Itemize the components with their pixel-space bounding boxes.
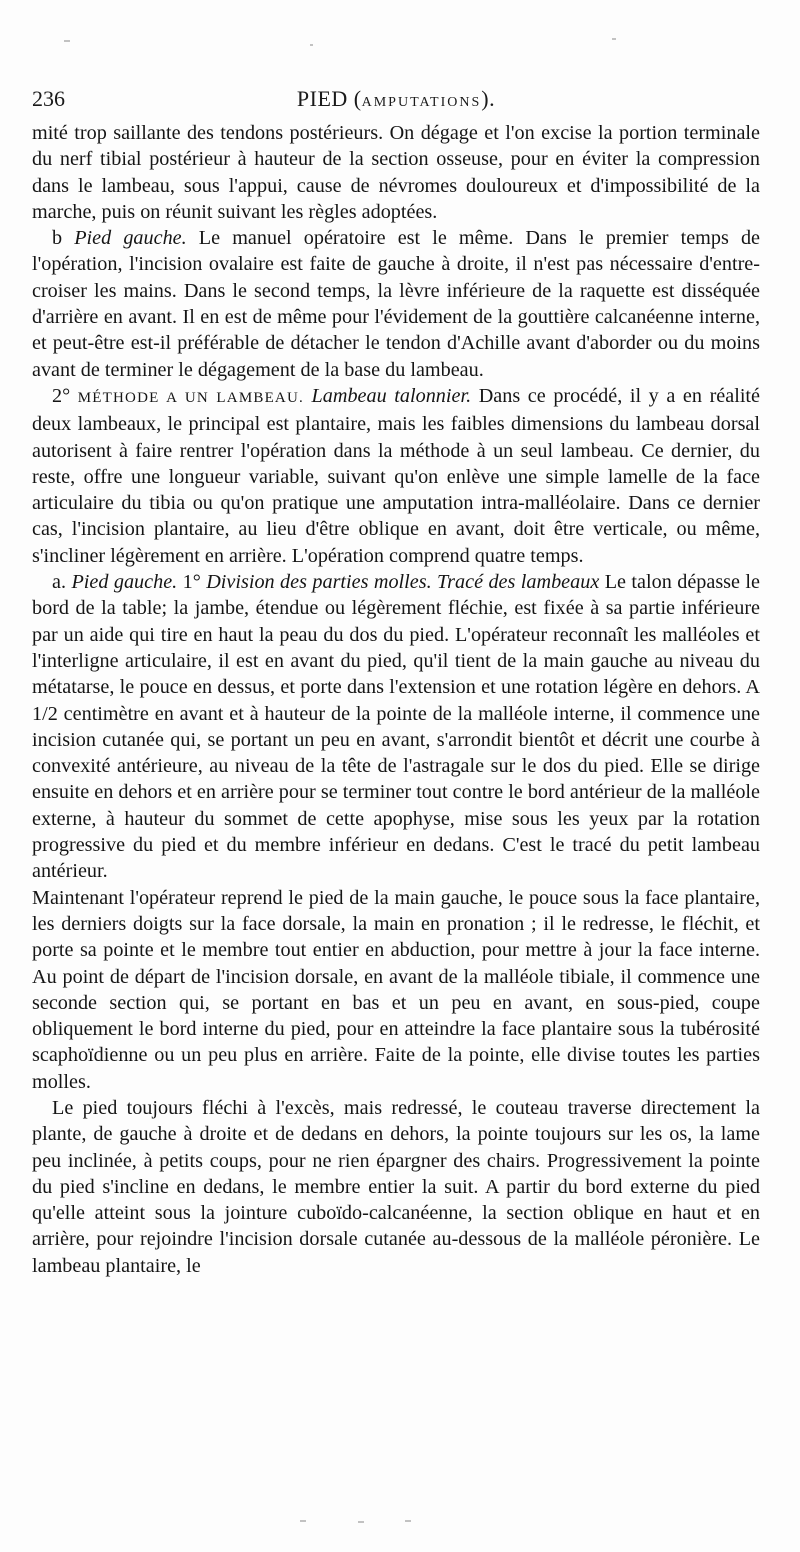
paragraph-lead-smallcaps: MÉTHODE A UN LAMBEAU. [77,389,304,406]
scan-speck [405,1520,411,1522]
paragraph-continuation [32,120,760,225]
running-head-end: ). [481,86,496,111]
running-head [32,86,760,112]
paragraph-lead: 2° [52,384,78,407]
paragraph-lead-italic: Pied gauche. [71,571,178,594]
scan-speck [358,1521,364,1523]
running-head-small: AMPUTATIONS [361,95,482,110]
page-header [32,86,760,116]
paragraph-pied-toujours [32,1095,760,1279]
paragraph-pied-gauche-a [32,569,760,885]
scan-speck [310,44,313,46]
paragraph-lead-italic: Pied gauche. [74,227,187,250]
paragraph-lead: a. [52,571,72,594]
paragraph-text: Dans ce procédé, il y a en réalité deux lambeaux, le principal est plantaire, mais les faibles dimensions du lambeau dorsal autorisent à faire rentrer l'opération dans la méthode à un seul lambeau. Ce dernier, du reste, offre une longueur variable, suivant qu'on enlève une simple lamelle de la face articulaire du tibia ou qu'on pratique une amputation intra-malléolaire. Dans ce dernier cas, l'incision plantaire, au lieu d'être oblique en avant, doit être verticale, ou même, s'incliner légèrement en arrière. L'opération comprend quatre temps. [32,384,760,567]
paragraph-lead-2: 1° [177,571,207,594]
scan-speck [300,1520,306,1522]
paragraph-text: Le talon dépasse le bord de la table; la jambe, étendue ou légèrement fléchie, est fixée à sa partie inférieure par un aide qui tire en haut la peau du dos du pied. L'opérateur reconnaît les malléoles et l'interligne articulaire, il est en avant du pied, qu'il tient de la main gauche au niveau du métatarse, le pouce en dessus, et porte dans l'extension et une rotation légère en dehors. A 1/2 centimètre en avant et à hauteur de la pointe de la malléole interne, il commence une incision cutanée qui, se portant un peu en avant, s'arrondit bientôt et décrit une courbe à convexité antérieure, au niveau de la tête de l'astragale sur le dos du pied. Elle se dirige ensuite en dehors et en arrière pour se terminer tout contre le bord antérieur de la malléole externe, à hauteur du sommet de cette apophyse, mise sous les yeux par la rotation progressive du pied et du membre inférieur en dedans. C'est le tracé du petit lambeau antérieur. [32,571,760,883]
running-head-main: PIED ( [296,86,362,111]
paragraph-methode-un-lambeau [32,383,760,569]
paragraph-text: Le manuel opératoire est le même. Dans le premier temps de l'opération, l'incision ovalaire est faite de gauche à droite, il n'est pas nécessaire d'entre-croiser les mains. Dans le second temps, la lèvre inférieure de la raquette est disséquée d'arrière en avant. Il en est de même pour l'évidement de la gouttière calcanéenne interne, et peut-être est-il préférable de détacher le tendon d'Achille avant d'aborder ou du moins avant de terminer le dégagement de la base du lambeau. [32,227,761,381]
paragraph-lead-2-italic: Division des parties molles. Tracé des lambeaux [206,571,600,594]
page-number: 236 [32,86,65,111]
paragraph-lead-italic: Lambeau talonnier. [303,384,472,407]
scan-speck [64,40,70,42]
paragraph-lead: b [52,227,75,250]
paragraph-text: Le pied toujours fléchi à l'excès, mais redressé, le couteau traverse directement la plante, de gauche à droite et de dedans en dehors, la pointe toujours sur les os, la lame peu inclinée, à petits coups, pour ne rien épargner des chairs. Progressivement la pointe du pied s'incline en dedans, le membre entier la suit. A partir du bord externe du pied qu'elle atteint sous la jointure cuboïdo-calcanéenne, la section oblique en haut et en arrière, pour rejoindre l'incision dorsale cutanée au-dessous de la malléole péronière. Le lambeau plantaire, le [32,1096,760,1277]
paragraph-text: mité trop saillante des tendons postérieurs. On dégage et l'on excise la portion terminale du nerf tibial postérieur à hauteur de la section osseuse, pour en éviter la compression dans le lambeau, sous l'appui, cause de névromes douloureux et d'impossibilité de la marche, puis on réunit suivant les règles adoptées. [32,122,760,223]
page-body [32,120,760,1279]
paragraph-maintenant [32,885,760,1095]
paragraph-text: Maintenant l'opérateur reprend le pied de la main gauche, le pouce sous la face plantaire, les derniers doigts sur la face dorsale, la main en pronation ; il le redresse, le fléchit, et porte sa pointe et le membre tout entier en abduction, pour mettre à jour la face interne. Au point de départ de l'incision dorsale, en avant de la malléole tibiale, il commence une seconde section qui, se portant en bas et un peu en avant, en sous-pied, coupe obliquement le bord interne du pied, pour en atteindre la face plantaire sous la tubérosité scaphoïdienne ou un peu plus en arrière. Faite de la pointe, elle divise toutes les parties molles. [32,886,760,1093]
scan-speck [612,38,616,40]
paragraph-pied-gauche-b [32,225,760,383]
